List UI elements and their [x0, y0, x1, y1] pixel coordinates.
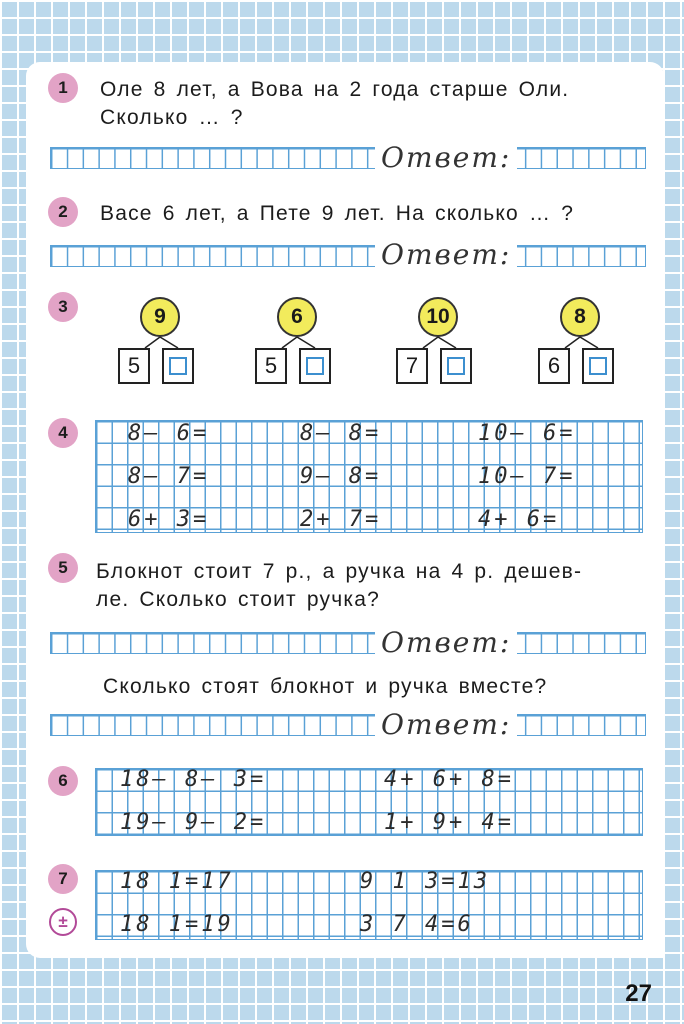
tree-1-part-blank[interactable]	[162, 348, 194, 384]
tree-1-part-known: 5	[118, 348, 150, 384]
task-2-answer-cells[interactable]	[50, 245, 646, 267]
task-number-4: 4	[48, 418, 78, 448]
task-number-5: 5	[48, 553, 78, 583]
task-number-6: 6	[48, 766, 78, 796]
tree-4-whole: 8	[560, 297, 600, 337]
task-4-expr: 8– 8=	[300, 421, 382, 446]
task-4-expr: 10– 6=	[478, 421, 576, 446]
task-number-3: 3	[48, 292, 78, 322]
number-tree-2	[251, 297, 341, 387]
tree-3-whole: 10	[418, 297, 458, 337]
task-4-expr: 8– 6=	[128, 421, 210, 446]
task-1-text-line-2: Сколько … ?	[100, 106, 244, 129]
task-5-answer-label-1: Ответ:	[375, 628, 517, 658]
number-tree-1	[114, 297, 204, 387]
task-4-expr: 6+ 3=	[128, 507, 210, 532]
task-4-expr: 2+ 7=	[300, 507, 382, 532]
page-number: 27	[625, 980, 652, 1007]
task-4-expr: 9– 8=	[300, 464, 382, 489]
number-tree-3	[392, 297, 482, 387]
task-7-expr: 18 1=17	[120, 869, 234, 894]
task-7-expr: 18 1=19	[120, 912, 234, 937]
tree-3-part-blank[interactable]	[440, 348, 472, 384]
task-5-answer-label-2: Ответ:	[375, 710, 517, 740]
task-5-answer-cells-2[interactable]	[50, 714, 646, 736]
tree-2-part-known: 5	[255, 348, 287, 384]
task-5-text-line-3: Сколько стоят блокнот и ручка вместе?	[103, 675, 548, 698]
tree-4-part-blank[interactable]	[582, 348, 614, 384]
task-6-expr: 4+ 6+ 8=	[384, 767, 514, 792]
task-number-1: 1	[48, 73, 78, 103]
task-4-expr: 8– 7=	[128, 464, 210, 489]
task-7-expr: 3 7 4=6	[360, 912, 474, 937]
tree-2-part-blank[interactable]	[299, 348, 331, 384]
task-6-expr: 1+ 9+ 4=	[384, 810, 514, 835]
plus-minus-icon: ±	[49, 908, 77, 936]
task-5-text-line-1: Блокнот стоит 7 р., а ручка на 4 р. дешев-	[96, 560, 583, 583]
task-4-expr: 4+ 6=	[478, 507, 560, 532]
task-6-expr: 19– 9– 2=	[120, 810, 267, 835]
task-4-expr: 10– 7=	[478, 464, 576, 489]
task-1-answer-label: Ответ:	[375, 143, 517, 173]
task-5-text-line-2: ле. Сколько стоит ручка?	[96, 588, 380, 611]
task-number-2: 2	[48, 197, 78, 227]
task-2-text: Васе 6 лет, а Пете 9 лет. На сколько … ?	[100, 202, 575, 225]
tree-3-part-known: 7	[396, 348, 428, 384]
tree-2-whole: 6	[277, 297, 317, 337]
task-number-7: 7	[48, 864, 78, 894]
task-5-answer-cells-1[interactable]	[50, 632, 646, 654]
task-1-answer-cells[interactable]	[50, 147, 646, 169]
tree-4-part-known: 6	[538, 348, 570, 384]
task-6-expr: 18– 8– 3=	[120, 767, 267, 792]
task-7-expr: 9 1 3=13	[360, 869, 490, 894]
number-tree-4	[534, 297, 624, 387]
task-1-text-line-1: Оле 8 лет, а Вова на 2 года старше Оли.	[100, 78, 570, 101]
task-2-answer-label: Ответ:	[375, 240, 517, 270]
tree-1-whole: 9	[140, 297, 180, 337]
